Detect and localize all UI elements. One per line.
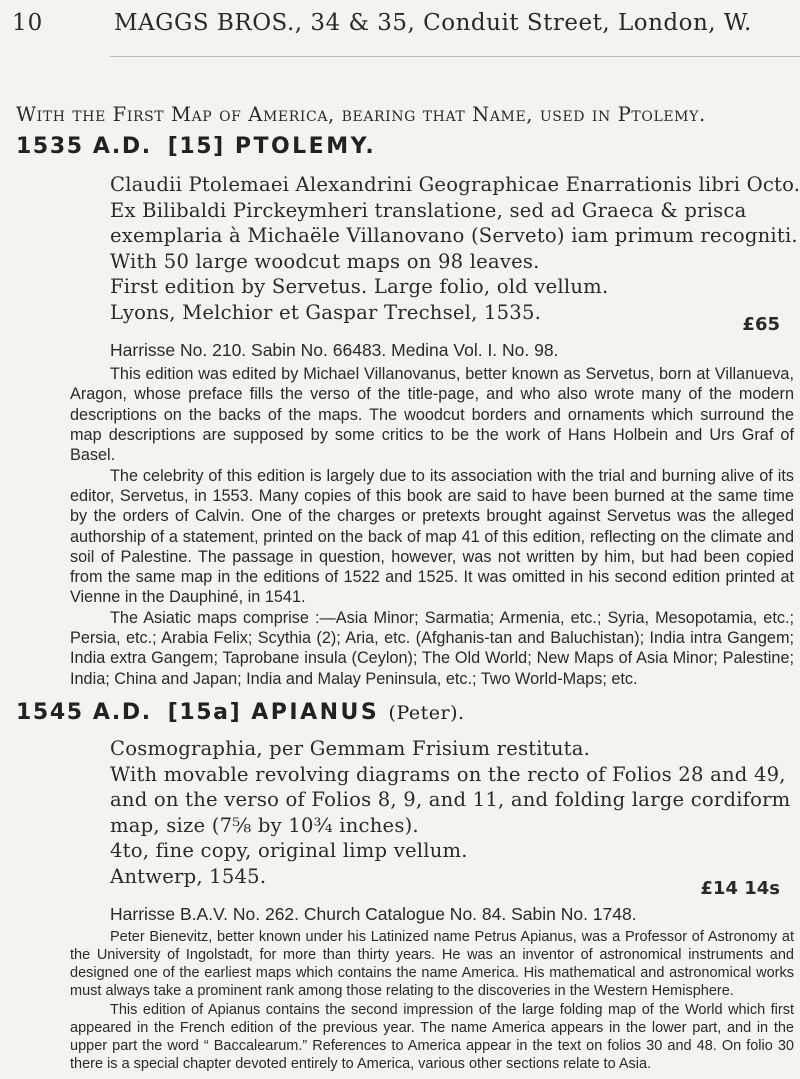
title-line: and on the verso of Folios 8, 9, and 11, and folding large cordiform bbox=[110, 788, 791, 811]
entry-heading-apianus bbox=[16, 700, 465, 725]
title-line: First edition by Servetus. Large folio, old vellum. bbox=[110, 275, 609, 298]
entry-description bbox=[70, 928, 794, 1073]
title-line: Ex Bilibaldi Pirckeymheri translatione, sed ad Graeca & prisca bbox=[110, 198, 747, 222]
bibliographic-references: Harrisse No. 210. Sabin No. 66483. Medina Vol. I. No. 98. bbox=[110, 340, 559, 360]
paragraph: This edition of Apianus contains the second impression of the large folding map of the World which first appeared in the French edition of the previous year. The name America appears in the lower part, and in the upper part the word “ Baccalearum.” References to America appear in the text on folios 30 and 48. On folio 30 there is a special chapter devoted entirely to America, various other sections relate to Asia. bbox=[70, 1001, 794, 1072]
paragraph: Peter Bienevitz, better known under his Latinized name Petrus Apianus, was a Professor of Astronomy at the University of Ingolstadt, for more than thirty years. He was an inventor of astronomical instruments and designed one of the earliest maps which contains the name America. His mathematical and astronomical works must always take a prominent rank among those relating to the discoveries in the Western Hemisphere. bbox=[70, 929, 794, 1000]
entry-title-block bbox=[110, 172, 800, 325]
paragraph: The Asiatic maps comprise :—Asia Minor; Sarmatia; Armenia, etc.; Syria, Mesopotamia, etc.; Persia, etc.; Arabia Felix; Scythia (2); Aria, etc. (Afghanis-tan and Baluchistan); India intra Gangem; India extra Gangem; Taprobane insula (Ceylon); The Old World; New Maps of Asia Minor; Palestine; India; China and Japan; India and Malay Peninsula, etc.; Two World-Maps; etc. bbox=[70, 608, 794, 688]
running-header bbox=[0, 6, 800, 40]
entry-description bbox=[70, 364, 794, 689]
entry-year: 1535 A.D. bbox=[16, 134, 152, 159]
imprint-line: Lyons, Melchior et Gaspar Trechsel, 1535. bbox=[110, 300, 542, 324]
imprint-line: Antwerp, 1545. bbox=[110, 864, 267, 888]
entry-title-block bbox=[110, 736, 794, 889]
title-line: Cosmographia, per Gemmam Frisium restituta. bbox=[110, 737, 591, 760]
entry-heading-ptolemy bbox=[16, 134, 376, 159]
page-number: 10 bbox=[12, 10, 44, 36]
entry-author: PTOLEMY. bbox=[234, 134, 377, 159]
title-line: With movable revolving diagrams on the recto of Folios 28 and 49, bbox=[110, 762, 786, 786]
price: £14 14s bbox=[700, 878, 780, 899]
section-heading: With the First Map of America, bearing that Name, used in Ptolemy. bbox=[16, 103, 706, 126]
title-line: map, size (7⅝ by 10¾ inches). bbox=[110, 813, 419, 837]
paragraph: This edition was edited by Michael Villanovanus, better known as Servetus, born at Villanueva, Aragon, whose preface fills the verso of the title-page, and who also wrote many of the modern descriptions on the backs of the maps. The woodcut borders and ornaments which surround the map descriptions are supposed by some critics to be the work of Hans Holbein and Urs Graf of Basel. bbox=[70, 365, 794, 465]
entry-author: APIANUS bbox=[251, 700, 380, 725]
entry-year: 1545 A.D. bbox=[16, 700, 152, 725]
title-line: 4to, fine copy, original limp vellum. bbox=[110, 839, 468, 862]
price: £65 bbox=[742, 314, 780, 335]
title-line: Claudii Ptolemaei Alexandrini Geographicae Enarrationis libri Octo. bbox=[110, 173, 800, 196]
entry-number: [15] bbox=[167, 134, 225, 159]
paragraph: The celebrity of this edition is largely due to its association with the trial and burning alive of its editor, Servetus, in 1553. Many copies of this book are said to have been burned at the same time by the orders of Calvin. One of the charges or pretexts brought against Servetus was the alleged authorship of a statement, printed on the back of map 41 of this edition, reflecting on the climate and soil of Palestine. The passage in question, however, was not written by him, but had been copied from the same map in the editions of 1522 and 1525. It was omitted in his second edition printed at Vienne in the Dauphiné, in 1541. bbox=[70, 466, 794, 607]
bibliographic-references: Harrisse B.A.V. No. 262. Church Catalogue No. 84. Sabin No. 1748. bbox=[110, 904, 637, 924]
header-rule bbox=[110, 56, 800, 57]
running-title: MAGGS BROS., 34 & 35, Conduit Street, London, W. bbox=[114, 10, 752, 36]
entry-number: [15a] bbox=[167, 700, 242, 725]
title-line: With 50 large woodcut maps on 98 leaves. bbox=[110, 249, 540, 273]
entry-author-forename: (Peter). bbox=[388, 702, 465, 724]
title-line: exemplaria à Michaële Villanovano (Serveto) iam primum recogniti. bbox=[110, 224, 798, 247]
